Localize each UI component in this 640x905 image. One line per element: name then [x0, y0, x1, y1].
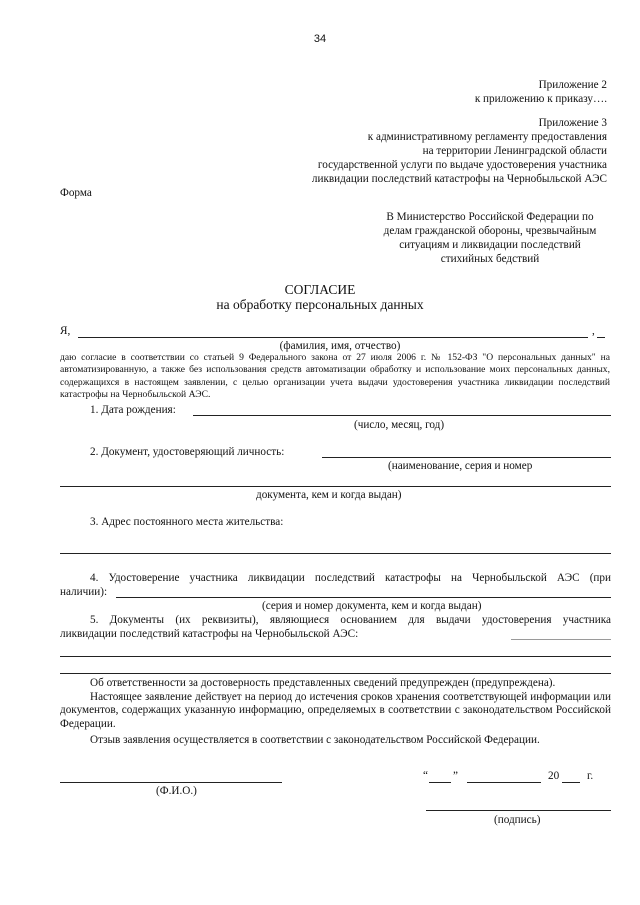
addressee-line-1: В Министерство Российской Федерации по — [386, 211, 594, 223]
signature-label: (подпись) — [494, 814, 541, 826]
appendix-3-title: Приложение 3 — [538, 117, 607, 129]
responsibility-text: Об ответственности за достоверность представленных сведений предупрежден (предупреждена). — [90, 677, 556, 689]
id-document-input-line[interactable] — [322, 457, 611, 458]
addressee-line-3: ситуациям и ликвидации последствий — [399, 239, 581, 251]
addressee-line-2: делам гражданской обороны, чрезвычайным — [383, 225, 597, 237]
documents-input-line-2[interactable] — [60, 656, 611, 657]
appendix-3-line-3: государственной услуги по выдаче удостоверения участника — [317, 159, 607, 171]
revocation-text: Отзыв заявления осуществляется в соответствии с законодательством Российской Федерации. — [90, 734, 540, 746]
birth-date-hint: (число, месяц, год) — [354, 419, 445, 431]
id-document-input-line-2[interactable] — [60, 486, 611, 487]
consent-text: даю согласие в соответствии со статьей 9 Федерального закона от 27 июля 2006 г. № 152-ФЗ "О персональных данных" на автоматизированную, а также без использования средств автоматизации обработку и использование моих персональных данных, содержащихся в настоящем заявлении, с целью организации учета выдачи удостоверения участника ликвидации последствий катастрофы на Чернобыльской АЭС. — [60, 352, 610, 401]
date-year-prefix: 20 — [548, 770, 560, 782]
fio-input-line-tail — [597, 337, 605, 338]
validity-text: Настоящее заявление действует на период до истечения сроков хранения соответствующей информации или документов, содержащих указанную информацию, определяемых в соответствии с законодательством Российской Федерации. — [60, 691, 611, 730]
signature-line[interactable] — [426, 810, 611, 811]
appendix-3-line-1: к административному регламенту предоставления — [367, 131, 607, 143]
certificate-input-line[interactable] — [116, 597, 611, 598]
page-number: 34 — [313, 33, 327, 45]
id-document-hint-2: документа, кем и когда выдан) — [256, 489, 402, 501]
birth-date-label: 1. Дата рождения: — [90, 404, 176, 416]
appendix-2-reference: к приложению к приказу…. — [474, 93, 607, 105]
fio-signature-line[interactable] — [60, 782, 282, 783]
i-label: Я, — [60, 325, 71, 337]
fio-hint: (фамилия, имя, отчество) — [279, 340, 401, 352]
document-title: СОГЛАСИЕ — [284, 282, 356, 297]
certificate-hint: (серия и номер документа, кем и когда выдан) — [262, 600, 482, 612]
date-day-line[interactable] — [429, 782, 451, 783]
date-quote-open: “ — [423, 770, 428, 782]
date-year-line[interactable] — [562, 782, 580, 783]
fio-signature-label: (Ф.И.О.) — [156, 785, 197, 797]
date-year-suffix: г. — [587, 770, 594, 782]
certificate-line-2: наличии): — [60, 586, 108, 598]
id-document-hint-1: (наименование, серия и номер — [388, 460, 533, 472]
address-input-line[interactable] — [60, 553, 611, 554]
date-month-line[interactable] — [467, 782, 541, 783]
appendix-3-line-4: ликвидации последствий катастрофы на Чернобыльской АЭС — [311, 173, 607, 185]
certificate-line-1: 4. Удостоверение участника ликвидации последствий катастрофы на Чернобыльской АЭС (при — [90, 572, 611, 584]
appendix-3-line-2: на территории Ленинградской области — [422, 145, 607, 157]
address-label: 3. Адрес постоянного места жительства: — [90, 516, 284, 528]
document-subtitle: на обработку персональных данных — [216, 297, 424, 312]
documents-input-line-3[interactable] — [60, 673, 611, 674]
id-document-label: 2. Документ, удостоверяющий личность: — [90, 446, 285, 458]
documents-line-2: ликвидации последствий катастрофы на Чернобыльской АЭС: — [60, 628, 359, 640]
documents-input-line[interactable] — [511, 639, 611, 640]
fio-comma: , — [592, 325, 595, 337]
documents-line-1: 5. Документы (их реквизиты), являющиеся основанием для выдачи удостоверения участника — [90, 614, 611, 626]
date-quote-close: ” — [453, 770, 458, 782]
addressee-line-4: стихийных бедствий — [440, 253, 540, 265]
fio-input-line[interactable] — [78, 337, 588, 338]
appendix-2-title: Приложение 2 — [538, 79, 607, 91]
birth-date-input-line[interactable] — [193, 415, 611, 416]
form-label: Форма — [60, 187, 92, 199]
